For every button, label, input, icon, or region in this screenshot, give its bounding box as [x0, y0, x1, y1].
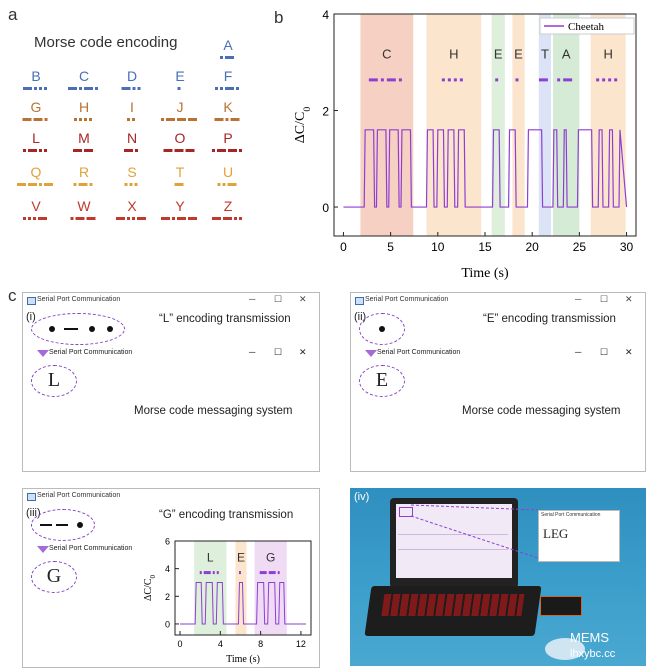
window-tag: (i) — [26, 311, 36, 323]
x-tick-label: 5 — [387, 240, 394, 254]
band-label: G — [266, 550, 276, 565]
morse-dash — [166, 118, 175, 121]
y-tick-label: 6 — [164, 536, 170, 547]
maximize-button[interactable]: ☐ — [600, 294, 609, 304]
band-dash — [369, 78, 378, 81]
window-tag: (ii) — [354, 311, 367, 323]
morse-dash — [76, 217, 85, 220]
morse-code-x — [112, 217, 152, 221]
morse-title: Morse code encoding — [34, 34, 178, 51]
letter-ellipse — [31, 561, 77, 593]
morse-code-j — [160, 118, 200, 122]
band-dot — [596, 78, 599, 81]
morse-dot — [132, 118, 135, 121]
morse-signal-icon — [360, 314, 404, 344]
morse-code-f — [208, 87, 248, 91]
window-i-titlebar — [23, 293, 319, 309]
y-tick-label: 2 — [322, 104, 329, 119]
band-dot — [495, 78, 498, 81]
x-tick-label: 12 — [295, 639, 306, 649]
morse-dot — [212, 149, 215, 152]
x-tick-label: 4 — [217, 639, 223, 649]
morse-letter-r: R — [78, 164, 90, 180]
band-dash — [563, 78, 572, 81]
y-axis-label-subscript: 0 — [149, 574, 157, 579]
morse-dash — [38, 217, 47, 220]
morse-dot — [74, 183, 77, 186]
morse-dot — [234, 217, 237, 220]
app-icon — [27, 493, 36, 501]
morse-dash — [23, 87, 32, 90]
band-dot — [448, 78, 451, 81]
x-axis-label: Time (s) — [226, 654, 260, 665]
band-label: H — [603, 46, 613, 62]
morse-letter-f: F — [223, 68, 233, 84]
morse-letter-y: Y — [175, 198, 185, 214]
morse-code-v — [16, 217, 56, 221]
maximize-button[interactable]: ☐ — [274, 294, 283, 304]
x-tick-label: 10 — [431, 240, 445, 254]
morse-dash — [68, 87, 77, 90]
morse-dash — [186, 149, 195, 152]
band-dot — [278, 571, 280, 574]
morse-dash — [177, 217, 186, 220]
morse-letter-h: H — [78, 99, 90, 115]
y-tick-label: 2 — [164, 591, 170, 602]
y-axis-label: $\Delta C/C_0$ — [293, 106, 313, 144]
morse-code-z — [208, 217, 248, 221]
morse-letter-t: T — [175, 164, 185, 180]
morse-code-t — [160, 183, 200, 187]
inner-window-title: Serial Port Communication — [377, 349, 461, 356]
morse-dot — [215, 87, 218, 90]
morse-letter-j: J — [176, 99, 184, 115]
band-dash — [269, 571, 276, 574]
morse-dot — [90, 183, 93, 186]
watermark: MEMS — [570, 630, 609, 645]
minimize-button[interactable]: ─ — [575, 294, 582, 304]
morse-letter-b: B — [31, 68, 41, 84]
y-axis-label: $\Delta C/C_0$ — [143, 574, 157, 602]
panel-label-b: b — [274, 8, 284, 27]
morse-code-d — [112, 87, 152, 91]
morse-dash — [87, 217, 96, 220]
arrow-down-icon — [365, 350, 377, 357]
morse-dot — [125, 183, 128, 186]
morse-dot — [127, 217, 130, 220]
morse-dash — [122, 87, 131, 90]
window-title: Serial Port Communication — [37, 492, 121, 499]
band-dash — [260, 571, 267, 574]
system-label: Morse code messaging system — [134, 405, 293, 417]
window-i-inner-titlebar — [23, 347, 319, 363]
band-dot — [608, 78, 611, 81]
morse-code-l — [16, 149, 56, 153]
morse-dot — [239, 149, 242, 152]
morse-dash — [228, 149, 237, 152]
photo-laptop — [350, 488, 646, 666]
close-button[interactable]: ✕ — [299, 347, 307, 357]
photo-tag: (iv) — [354, 491, 370, 503]
morse-letter-c: C — [78, 68, 90, 84]
band-dot — [217, 571, 219, 574]
band-label: E — [514, 46, 523, 62]
transmission-message: “E” encoding transmission — [483, 313, 616, 325]
morse-signal-icon — [32, 510, 94, 540]
morse-dash — [34, 118, 43, 121]
x-tick-label: 8 — [258, 639, 264, 649]
morse-code-q — [16, 183, 56, 187]
morse-dash — [23, 118, 32, 121]
morse-dash — [124, 149, 133, 152]
morse-letter-x: X — [127, 198, 137, 214]
morse-letter-s: S — [127, 164, 137, 180]
morse-dash — [116, 217, 125, 220]
morse-dash — [79, 183, 88, 186]
morse-letter-k: K — [223, 99, 233, 115]
morse-letter-q: Q — [30, 164, 42, 180]
morse-dash — [137, 217, 146, 220]
morse-letter-i: I — [130, 99, 134, 115]
morse-dash — [212, 217, 221, 220]
window-title: Serial Port Communication — [37, 296, 121, 303]
morse-dot — [132, 217, 135, 220]
morse-code-m — [64, 149, 104, 153]
band-label: A — [561, 46, 571, 62]
band-dot — [602, 78, 605, 81]
morse-dash — [215, 118, 224, 121]
band-dot — [454, 78, 457, 81]
morse-dash — [188, 217, 197, 220]
x-tick-label: 30 — [619, 240, 634, 254]
morse-letter-a: A — [223, 37, 233, 53]
window-ii — [350, 292, 646, 472]
morse-dash — [84, 87, 93, 90]
band-label: C — [382, 46, 392, 62]
morse-code-k — [208, 118, 248, 122]
chart-b — [284, 6, 646, 280]
morse-code-b — [16, 87, 56, 91]
y-tick-label: 4 — [164, 564, 170, 575]
morse-dash — [228, 183, 237, 186]
band-dot — [239, 571, 241, 574]
system-label: Morse code messaging system — [462, 405, 621, 417]
morse-dash — [17, 183, 26, 186]
code-ellipse — [31, 509, 95, 541]
morse-letter-e: E — [175, 68, 185, 84]
morse-dot — [23, 149, 26, 152]
panel-label-a: a — [8, 5, 18, 24]
morse-code-p — [208, 149, 248, 153]
morse-dash — [73, 149, 82, 152]
minimize-button[interactable]: ─ — [249, 347, 256, 357]
band-dash — [204, 571, 211, 574]
morse-dot — [178, 87, 181, 90]
band-dot — [200, 571, 202, 574]
band-dash — [539, 78, 548, 81]
morse-dot — [44, 149, 47, 152]
morse-dot — [79, 118, 82, 121]
morse-dot — [23, 217, 26, 220]
x-tick-label: 15 — [478, 240, 492, 254]
band-dot — [614, 78, 617, 81]
morse-dash — [28, 183, 37, 186]
band-label: L — [206, 550, 214, 565]
morse-code-o — [160, 149, 200, 153]
maximize-button[interactable]: ☐ — [274, 347, 283, 357]
decoded-letter: E — [375, 369, 389, 391]
decoded-letter: L — [47, 369, 61, 391]
window-ii-inner-titlebar — [351, 347, 645, 363]
letter-ellipse — [359, 365, 405, 397]
zoom-letters: LEG — [543, 526, 569, 541]
app-icon — [355, 297, 364, 305]
morse-dot — [133, 87, 136, 90]
x-tick-label: 0 — [177, 639, 183, 649]
morse-dash — [161, 217, 170, 220]
band-dot — [557, 78, 560, 81]
morse-dot — [239, 217, 242, 220]
zoom-window-title: Serial Port Communication — [541, 512, 601, 518]
morse-dot — [135, 149, 138, 152]
morse-code-s — [112, 183, 152, 187]
morse-letter-v: V — [31, 198, 41, 214]
letter-ellipse — [31, 365, 77, 397]
morse-dash — [217, 149, 226, 152]
morse-dash — [44, 183, 53, 186]
band-dot — [399, 78, 402, 81]
morse-dot — [138, 87, 141, 90]
minimize-button[interactable]: ─ — [575, 347, 582, 357]
morse-dash — [223, 217, 232, 220]
morse-letter-d: D — [126, 68, 138, 84]
morse-letter-n: N — [126, 130, 138, 146]
arrow-down-icon — [37, 350, 49, 357]
window-iii-titlebar — [23, 489, 319, 505]
morse-code-y — [160, 217, 200, 221]
window-tag: (iii) — [26, 507, 41, 519]
band-dash — [387, 78, 396, 81]
zoom-window — [538, 510, 620, 562]
morse-dot — [161, 118, 164, 121]
morse-dot — [84, 118, 87, 121]
code-ellipse — [31, 313, 125, 345]
close-button[interactable]: ✕ — [625, 347, 633, 357]
morse-dot — [220, 56, 223, 59]
morse-dot — [223, 183, 226, 186]
morse-dot — [220, 87, 223, 90]
band-dot — [516, 78, 519, 81]
morse-dot — [74, 118, 77, 121]
morse-dash — [231, 118, 240, 121]
morse-letter-p: P — [223, 130, 233, 146]
morse-dash — [225, 87, 234, 90]
morse-dot — [130, 183, 133, 186]
legend-label: Cheetah — [568, 21, 605, 33]
x-tick-label: 25 — [572, 240, 587, 254]
morse-code-a — [208, 56, 248, 60]
morse-code-e — [160, 87, 200, 91]
morse-code-n — [112, 149, 152, 153]
morse-dash — [188, 118, 197, 121]
morse-signal-icon — [32, 314, 124, 344]
morse-dot — [39, 183, 42, 186]
morse-dot — [95, 87, 98, 90]
band-dot — [213, 571, 215, 574]
morse-dot — [44, 87, 47, 90]
morse-dot — [39, 87, 42, 90]
band-label: E — [493, 46, 503, 62]
morse-dot — [218, 183, 221, 186]
x-tick-label: 0 — [340, 240, 347, 254]
morse-code-u — [208, 183, 248, 187]
morse-code-h — [64, 118, 104, 122]
window-i — [22, 292, 320, 472]
morse-code-c — [64, 87, 104, 91]
window-iii-inner-titlebar — [23, 543, 143, 559]
morse-dash — [84, 149, 93, 152]
morse-dash — [175, 183, 184, 186]
x-tick-label: 20 — [525, 240, 539, 254]
window-title: Serial Port Communication — [365, 296, 449, 303]
close-button[interactable]: ✕ — [299, 294, 307, 304]
code-ellipse — [359, 313, 405, 345]
y-tick-label: 0 — [164, 619, 170, 630]
morse-dot — [71, 217, 74, 220]
band-label: E — [236, 550, 245, 565]
band-dot — [381, 78, 384, 81]
morse-dot — [135, 183, 138, 186]
morse-dot — [28, 217, 31, 220]
arrow-down-icon — [37, 546, 49, 553]
inner-window-title: Serial Port Communication — [49, 545, 133, 552]
watermark-url: lhxybc.cc — [570, 648, 616, 660]
panel-label-c: c — [8, 286, 17, 305]
morse-letter-z: Z — [223, 198, 233, 214]
morse-dot — [226, 118, 229, 121]
morse-dash — [28, 149, 37, 152]
minimize-button[interactable]: ─ — [249, 294, 256, 304]
morse-code-i — [112, 118, 152, 122]
morse-dot — [89, 118, 92, 121]
morse-dot — [39, 149, 42, 152]
transmission-message: “L” encoding transmission — [159, 313, 291, 325]
morse-letter-w: W — [77, 198, 91, 214]
transmission-message: “G” encoding transmission — [159, 509, 294, 521]
morse-code-g — [16, 118, 56, 122]
morse-dot — [172, 217, 175, 220]
maximize-button[interactable]: ☐ — [600, 347, 609, 357]
morse-dot — [34, 87, 37, 90]
morse-code-r — [64, 183, 104, 187]
app-icon — [27, 297, 36, 305]
morse-letter-u: U — [222, 164, 234, 180]
decoded-letter: G — [46, 565, 62, 587]
band-label: T — [540, 46, 549, 62]
chart-c — [141, 535, 317, 665]
morse-letter-l: L — [32, 130, 40, 146]
morse-dot — [45, 118, 48, 121]
window-iii — [22, 488, 320, 668]
morse-dot — [236, 87, 239, 90]
morse-dot — [127, 118, 130, 121]
morse-dot — [79, 87, 82, 90]
morse-dash — [177, 118, 186, 121]
band-dot — [442, 78, 445, 81]
morse-dash — [225, 56, 234, 59]
close-button[interactable]: ✕ — [625, 294, 633, 304]
y-tick-label: 0 — [322, 201, 329, 216]
y-axis-label-subscript: 0 — [301, 106, 313, 112]
window-ii-titlebar — [351, 293, 645, 309]
x-axis-label: Time (s) — [461, 266, 509, 280]
band-label: H — [449, 46, 459, 62]
y-tick-label: 4 — [322, 8, 329, 22]
morse-dash — [164, 149, 173, 152]
band-dot — [460, 78, 463, 81]
morse-letter-m: M — [78, 130, 90, 146]
morse-dot — [33, 217, 36, 220]
inner-window-title: Serial Port Communication — [49, 349, 133, 356]
morse-code-w — [64, 217, 104, 221]
morse-letter-o: O — [174, 130, 186, 146]
morse-dash — [175, 149, 184, 152]
morse-letter-g: G — [30, 99, 42, 115]
